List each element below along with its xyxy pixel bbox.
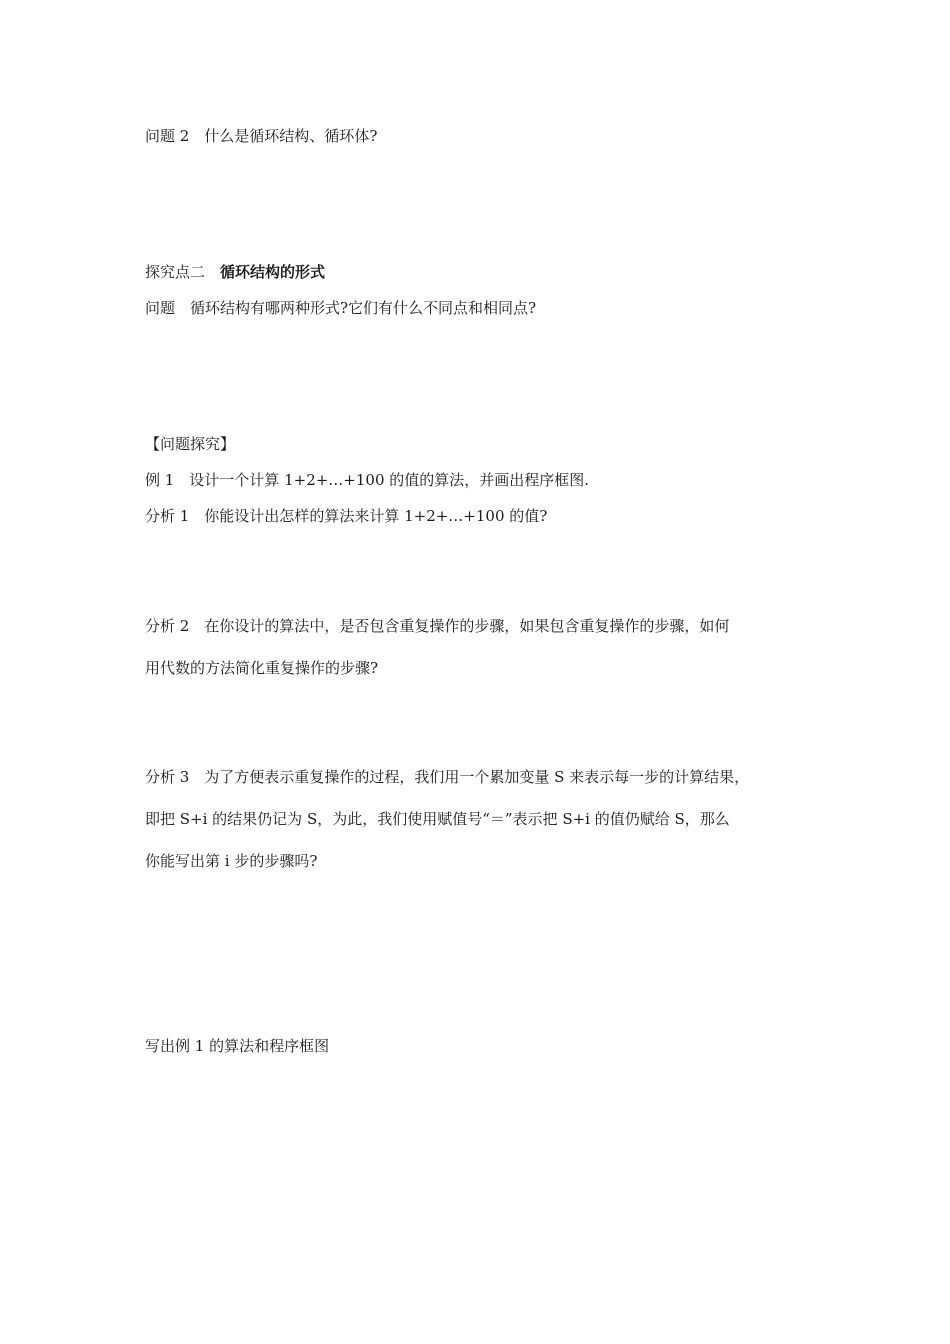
analysis-3-line-3: 你能写出第 i 步的步骤吗? — [145, 852, 318, 870]
analysis-1: 分析 1 你能设计出怎样的算法来计算 1+2+…+100 的值? — [145, 507, 548, 525]
analysis-3-line-1: 分析 3 为了方便表示重复操作的过程，我们用一个累加变量 S 来表示每一步的计算结果， — [145, 768, 750, 786]
explore-point-2-heading — [145, 262, 325, 282]
explore-point-2-label: 探究点二 — [145, 263, 221, 281]
explore-question: 问题 循环结构有哪两种形式?它们有什么不同点和相同点? — [145, 299, 537, 317]
analysis-3-line-2: 即把 S+i 的结果仍记为 S，为此，我们使用赋值号“＝”表示把 S+i 的值仍赋给 S，那么 — [145, 810, 730, 828]
explore-point-2-title: 循环结构的形式 — [220, 263, 326, 281]
question-2: 问题 2 什么是循环结构、循环体? — [145, 127, 378, 145]
write-out-instruction: 写出例 1 的算法和程序框图 — [145, 1037, 330, 1055]
analysis-2-line-1: 分析 2 在你设计的算法中，是否包含重复操作的步骤，如果包含重复操作的步骤，如何 — [145, 617, 730, 635]
example-1: 例 1 设计一个计算 1+2+…+100 的值的算法，并画出程序框图. — [145, 471, 590, 489]
analysis-2-line-2: 用代数的方法简化重复操作的步骤? — [145, 659, 379, 677]
section-heading: 【问题探究】 — [145, 435, 236, 453]
